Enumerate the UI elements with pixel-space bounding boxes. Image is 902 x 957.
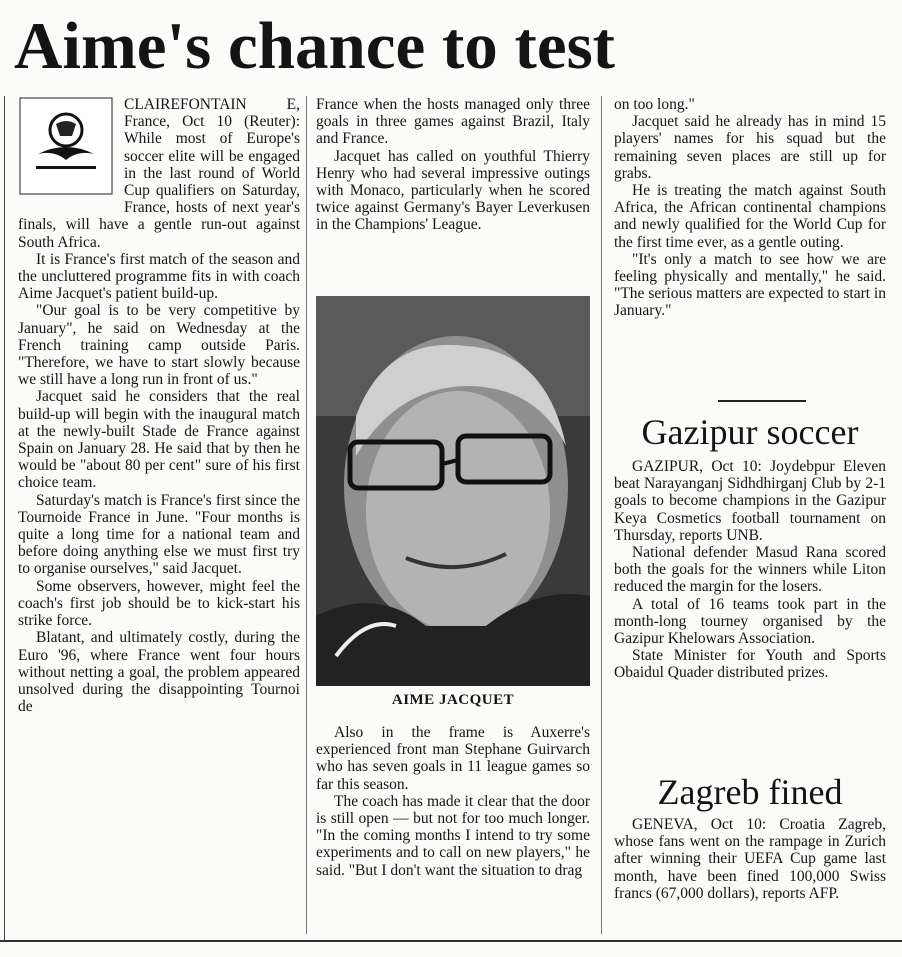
col1-paragraph: Saturday's match is France's first since the Tournoide France in June. "Four months is quite a long time for a national team and before doing anything else we must first try to organise ourselves," said Jacquet. — [18, 491, 300, 578]
gazipur-paragraph: GAZIPUR, Oct 10: Joydebpur Eleven beat Narayanganj Sidhdhirganj Club by 2-1 goals to become champions in the Gazipur Keya Cosmetics football tournament on Thursday, reports UNB. — [614, 458, 886, 544]
gazipur-paragraph: State Minister for Youth and Sports Obaidul Quader distributed prizes. — [614, 647, 886, 682]
photo-caption: AIME JACQUET — [391, 692, 515, 708]
col1-paragraph: Jacquet said he considers that the real build-up will begin with the inaugural match at the newly-built Stade de France against Spain on January 28. He said that by then he would be "about 80 per cent" sure of his first choice team. — [18, 388, 300, 492]
col1-paragraph: Some observers, however, might feel the coach's first job should be to kick-start his strike force. — [18, 577, 300, 630]
coach-photo — [316, 296, 590, 686]
gazipur-headline: Gazipur soccer — [641, 412, 859, 452]
col1-paragraph: "Our goal is to be very competitive by January", he said on Wednesday at the French training camp outside Paris. "Therefore, we have to start slowly because we still have a long run in front of us." — [18, 302, 300, 389]
section-divider — [718, 400, 806, 402]
col1-paragraph: Blatant, and ultimately costly, during the Euro '96, where France went four hours without netting a goal, the problem appeared unsolved during the disappointing Tournoi de — [18, 629, 300, 716]
headline: Aime's chance to test — [14, 9, 615, 83]
zagreb-article — [614, 816, 886, 902]
col2-paragraph: Jacquet has called on youthful Thierry Henry who had several impressive outings with Monaco, particularly when he scored twice against Germany's Bayer Leverkusen in the Champions' League. — [316, 147, 590, 234]
article-column-3 — [614, 96, 886, 320]
col3-paragraph: on too long." — [614, 96, 695, 113]
col1-paragraph: It is France's first match of the season and the uncluttered programme fits in with coach Aime Jacquet's patient build-up. — [18, 250, 300, 303]
gazipur-article — [614, 458, 886, 682]
col2-paragraph: Also in the frame is Auxerre's experienced front man Stephane Guirvarch who has seven goals in 11 league games so far this season. — [316, 724, 590, 793]
col3-paragraph: "It's only a match to see how we are feeling physically and mentally," he said. "The serious matters are expected to start in January." — [614, 250, 886, 320]
zagreb-paragraph: GENEVA, Oct 10: Croatia Zagreb, whose fans went on the rampage in Zurich after winning their UEFA Cup game last month, have been fined 100,000 Swiss francs (67,000 dollars), reports AFP. — [614, 816, 886, 902]
col3-paragraph: He is treating the match against South Africa, the African continental champions and newly qualified for the World Cup for the first time ever, as a gentle outing. — [614, 182, 886, 251]
bottom-rule — [0, 940, 902, 942]
france-98-logo — [18, 96, 114, 196]
article-column-2 — [316, 96, 590, 234]
column-divider — [306, 96, 307, 934]
col2-paragraph: France when the hosts managed only three goals in three games against Brazil, Italy and France. — [316, 96, 590, 148]
left-border — [4, 96, 5, 941]
zagreb-headline: Zagreb fined — [657, 772, 843, 812]
col3-paragraph: Jacquet said he already has in mind 15 players' names for his squad but the remaining seven places are still up for grabs. — [614, 113, 886, 182]
article-column-1 — [18, 96, 300, 715]
column-divider — [601, 96, 602, 934]
col2-paragraph: The coach has made it clear that the door is still open — but not for too much longer. "In the coming months I intend to try some experiments and to call on new players," he said. "But I don't want the situation to drag — [316, 792, 590, 879]
gazipur-paragraph: National defender Masud Rana scored both the goals for the winners while Liton reduced the margin for the losers. — [614, 544, 886, 596]
col1-paragraph: CLAIREFONTAIN E, France, Oct 10 (Reuter): While most of Europe's soccer elite will be engaged in the last round of World Cup qualifiers on Saturday, France, hosts of next year's finals, will have a gentle run-out against South Africa. — [18, 96, 300, 251]
article-column-2-bottom — [316, 724, 590, 879]
gazipur-paragraph: A total of 16 teams took part in the month-long tourney organised by the Gazipur Khelowars Association. — [614, 595, 886, 648]
